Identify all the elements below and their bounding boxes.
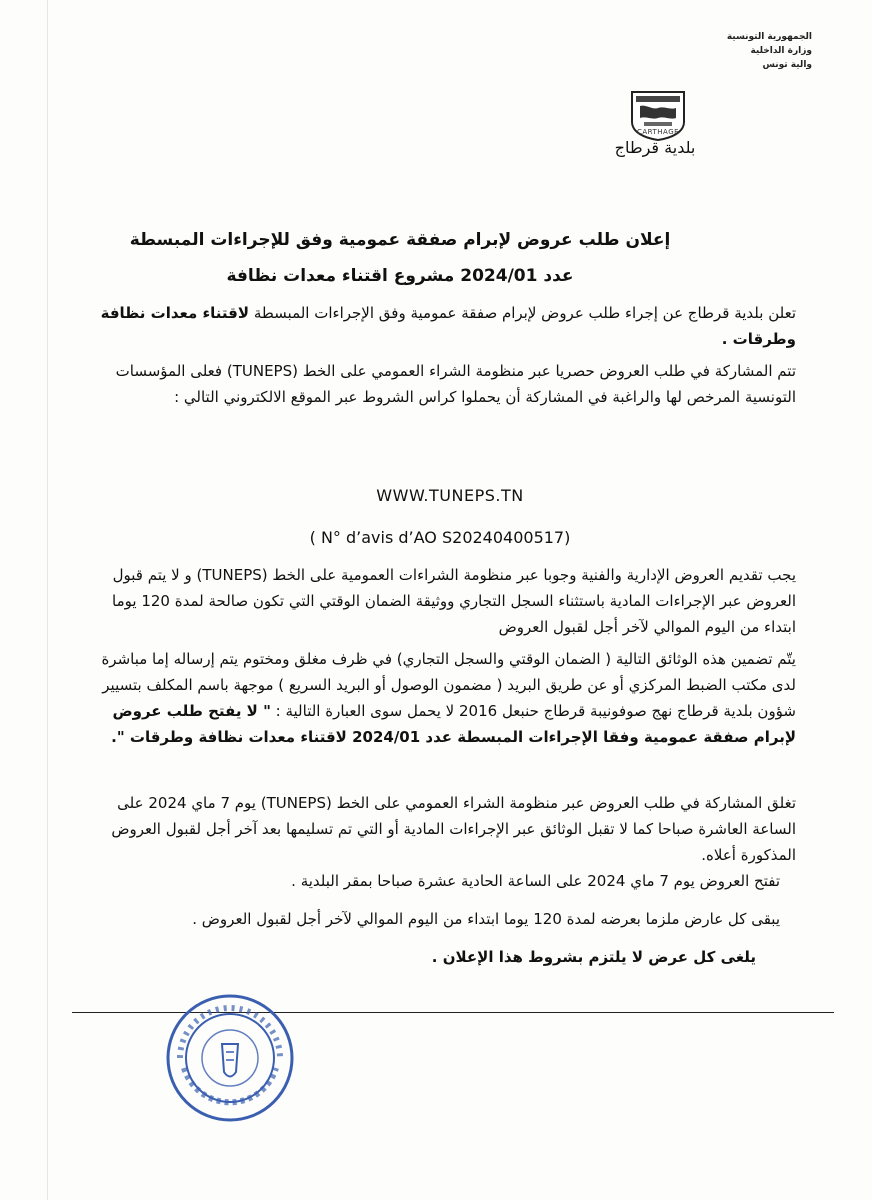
website-link[interactable]: WWW.TUNEPS.TN [376,486,524,505]
logo-caption: CARTHAGE [636,128,680,136]
paragraph-documents-bold: " لا يفتح طلب عروض لإبرام صفقة عمومية وفقا الإجراءات المبسطة عدد 2024/01 لاقتناء معدات نظافة وطرقات ". [111,702,796,746]
paragraph-intro-text: تعلن بلدية قرطاج عن إجراء طلب عروض لإبرام صفقة عمومية وفق الإجراءات المبسطة [249,304,796,322]
paragraph-documents-text: يتّم تضمين هذه الوثائق التالية ( الضمان الوقتي والسجل التجاري) في ظرف مغلق ومختوم يتم إرساله إما مباشرة لدى مكتب الضبط المركزي أو عن طريق البريد ( مضمون الوصول أو البريد السريع ) موجهة باسم المكلف بتسيير شؤون بلدية قرطاج نهج صوفونيبة قرطاج حنبعل 2016 لا يحمل سوى العبارة التالية : [101,650,796,720]
paragraph-opening: تفتح العروض يوم 7 ماي 2024 على الساعة الحادية عشرة صباحا بمقر البلدية . [291,872,780,890]
paragraph-participation: تتم المشاركة في طلب العروض حصريا عبر منظومة الشراء العمومي على الخط (TUNEPS) فعلى المؤسسات التونسية المرخص لها والراغبة في المشاركة أن يحملوا كراس الشروط عبر الموقع الالكتروني التالي : [115,362,796,406]
paragraph-intro [96,300,796,352]
announcement-subtitle: عدد 2024/01 مشروع اقتناء معدات نظافة [226,266,574,286]
header-republic: الجمهورية التونسية [726,32,812,42]
official-stamp [160,988,300,1128]
paragraph-submission: يجب تقديم العروض الإدارية والفنية وجوبا عبر منظومة الشراءات العمومية على الخط (TUNEPS) و لا يتم قبول العروض عبر الإجراءات المادية باستثناء السجل التجاري ووثيقة الضمان الوقتي التي تكون صالحة لمدة 120 يوما ابتداء من اليوم الموالي لآخر أجل لقبول العروض [112,566,796,636]
ao-number: ( N° d’avis d’AO S20240400517) [309,528,571,547]
paragraph-cancellation: يلغى كل عرض لا يلتزم بشروط هذا الإعلان . [431,948,756,966]
page-crease [47,0,48,1200]
paragraph-documents [96,646,796,750]
paragraph-validity: يبقى كل عارض ملزما بعرضه لمدة 120 يوما ابتداء من اليوم الموالي لآخر أجل لقبول العروض . [192,910,780,928]
municipality-name: بلدية قرطاج [614,138,696,157]
announcement-title: إعلان طلب عروض لإبرام صفقة عمومية وفق للإجراءات المبسطة [129,230,671,250]
header-governorate: والية تونس [762,60,812,70]
paragraph-closing: تغلق المشاركة في طلب العروض عبر منظومة الشراء العمومي على الخط (TUNEPS) يوم 7 ماي 2024 على الساعة العاشرة صباحا كما لا تقبل الوثائق عبر الإجراءات المادية أو التي تم تسليمها بعد آخر أجل لقبول العروض المذكورة أعلاه. [111,794,796,864]
paragraph-intro-bold: لاقتناء معدات نظافة وطرقات . [100,304,796,348]
header-ministry: وزارة الداخلية [750,46,812,56]
